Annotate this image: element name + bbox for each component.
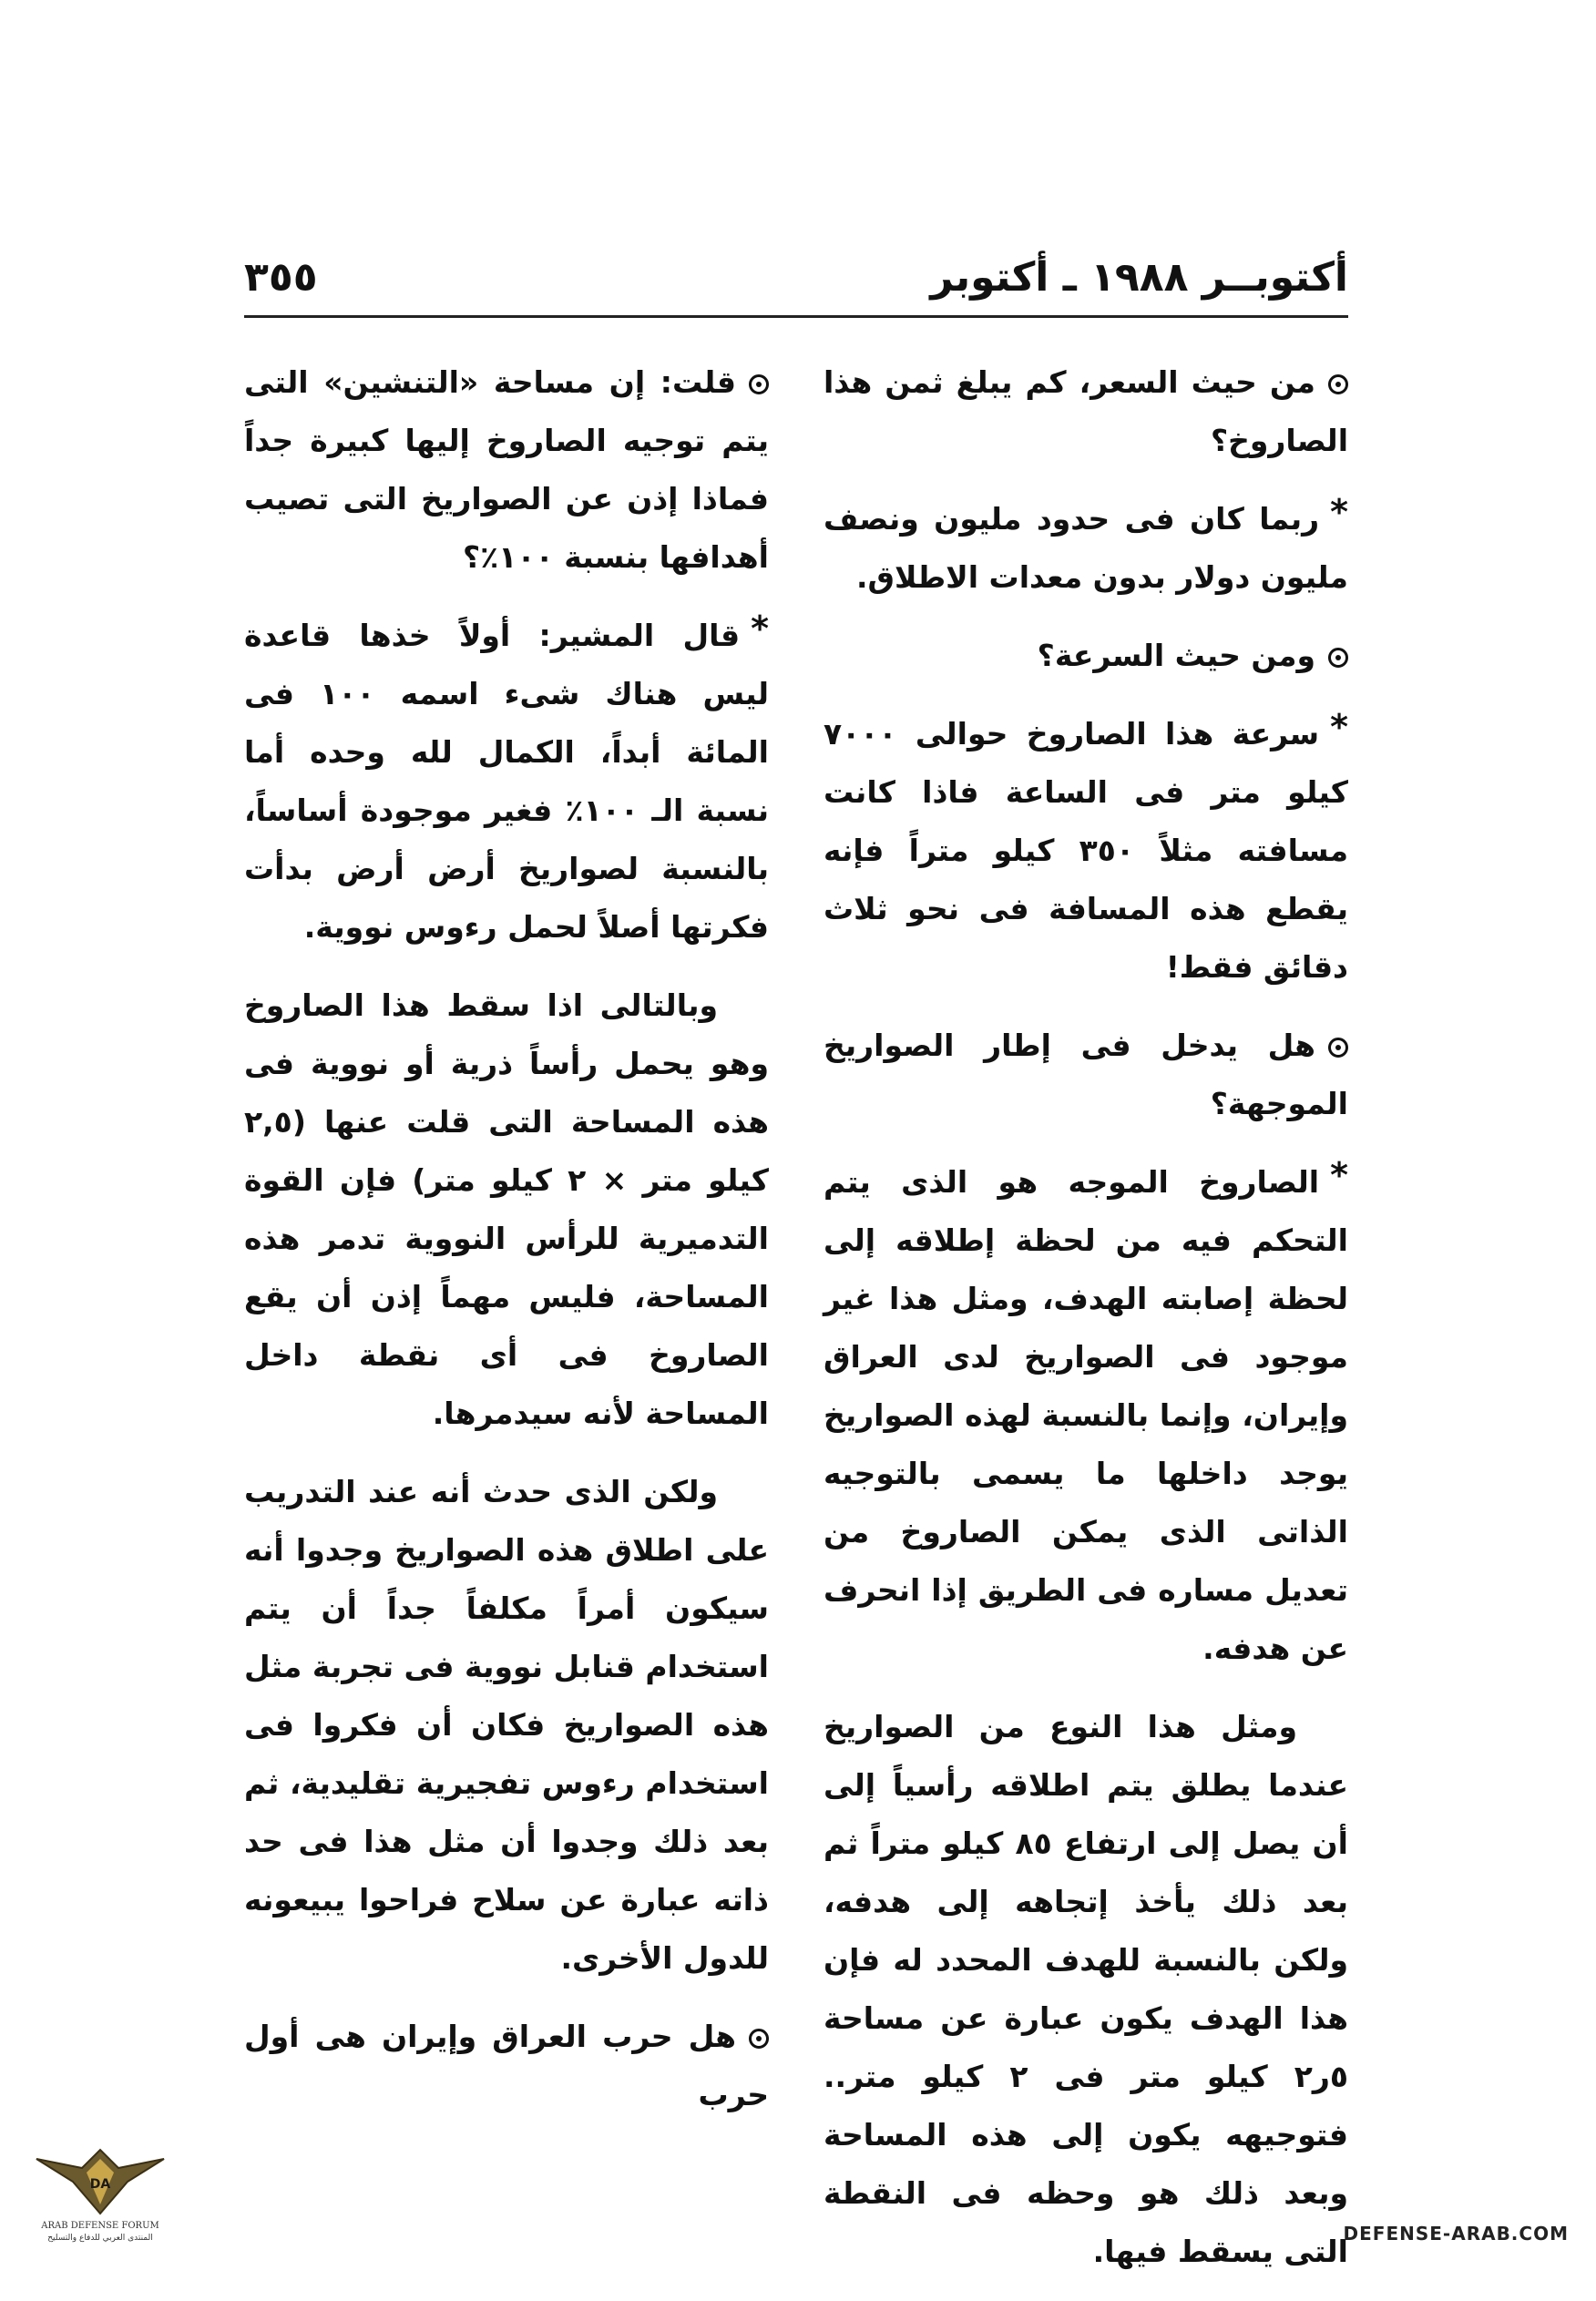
answer-paragraph (244, 607, 769, 956)
answer-star-icon: * (1330, 707, 1348, 747)
running-title: أكتوبــر ١٩٨٨ ـ أكتوبر (930, 254, 1348, 301)
paragraph-text: ومن حيث السرعة؟ (1037, 638, 1315, 673)
question-bullet-icon (749, 374, 769, 394)
svg-text:DA: DA (89, 2177, 111, 2192)
paragraph-text: ربما كان فى حدود مليون ونصف مليون دولار بدون معدات الاطلاق. (824, 501, 1348, 595)
page-number: ٣٥٥ (244, 254, 318, 301)
answer-star-icon: * (1330, 1155, 1348, 1195)
paragraph-text: ولكن الذى حدث أنه عند التدريب على اطلاق هذه الصواريخ وجدوا أنه سيكون أمراً مكلفاً جداً أن يتم استخدام قنابل نووية فى تجربة مثل هذه الصواريخ فكان أن فكروا فى استخدام رءوس تفجيرية تقليدية، ثم بعد ذلك وجدوا أن مثل هذا فى حد ذاته عبارة عن سلاح فراحوا يبيعونه للدول الأخرى. (244, 1474, 769, 1976)
header-rule (244, 315, 1348, 318)
forum-name-arabic: المنتدى العربي للدفاع والتسليح (47, 2234, 153, 2243)
forum-name-latin: ARAB DEFENSE FORUM (41, 2221, 159, 2231)
body-paragraph (244, 977, 769, 1443)
body-paragraph (824, 1698, 1348, 2281)
forum-logo (27, 2132, 173, 2250)
question-paragraph (244, 353, 769, 587)
paragraph-text: هل حرب العراق وإيران هى أول حرب (244, 2019, 769, 2112)
paragraph-text: الصاروخ الموجه هو الذى يتم التحكم فيه من لحظة إطلاقه إلى لحظة إصابته الهدف، ومثل هذا غير موجود فى الصواريخ لدى العراق وإيران، وإنما بالنسبة لهذه الصواريخ يوجد داخلها ما يسمى بالتوجيه الذاتى الذى يمكن الصاروخ من تعديل مساره فى الطريق إذا انحرف عن هدفه. (824, 1164, 1348, 1666)
paragraph-text: سرعة هذا الصاروخ حوالى ٧٠٠٠ كيلو متر فى الساعة فاذا كانت مسافته مثلاً ٣٥٠ كيلو متراً فإنه يقطع هذه المسافة فى نحو ثلاث دقائق فقط! (824, 716, 1348, 985)
paragraph-text: قال المشير: أولاً خذها قاعدة ليس هناك شىء اسمه ١٠٠ فى المائة أبداً، الكمال لله وحده أما نسبة الـ ١٠٠٪ فغير موجودة أساساً، بالنسبة لصواريخ أرض أرض بدأت فكرتها أصلاً لحمل رءوس نووية. (244, 618, 770, 945)
answer-paragraph (824, 490, 1348, 607)
paragraph-text: هل يدخل فى إطار الصواريخ الموجهة؟ (824, 1028, 1348, 1121)
question-bullet-icon (1328, 648, 1348, 668)
paragraph-text: من حيث السعر، كم يبلغ ثمن هذا الصاروخ؟ (824, 364, 1348, 458)
question-bullet-icon (749, 2029, 769, 2049)
answer-paragraph (824, 705, 1348, 997)
question-bullet-icon (1328, 1038, 1348, 1058)
eagle-emblem-icon (27, 2132, 173, 2223)
paragraph-text: ومثل هذا النوع من الصواريخ عندما يطلق يتم اطلاقه رأسياً إلى أن يصل إلى ارتفاع ٨٥ كيلو متراً ثم بعد ذلك يأخذ إتجاهه إلى هدفه، ولكن بالنسبة للهدف المحدد له فإن هذا الهدف يكون عبارة عن مساحة ٥ر٢ كيلو متر فى ٢ كيلو متر.. فتوجيهه يكون إلى هذه المساحة وبعد ذلك هو وحظه فى النقطة التى يسقط فيها. (824, 1709, 1348, 2269)
answer-star-icon: * (751, 608, 769, 649)
question-paragraph (824, 1017, 1348, 1133)
paragraph-text: وبالتالى اذا سقط هذا الصاروخ وهو يحمل رأساً ذرية أو نووية فى هذه المساحة التى قلت عنها (٢,٥ كيلو متر × ٢ كيلو متر) فإن القوة التدميرية للرأس النووية تدمر هذه المساحة، فليس مهماً إذن أن يقع الصاروخ فى أى نقطة داخل المساحة لأنه سيدمرها. (244, 987, 769, 1431)
question-paragraph (824, 627, 1348, 685)
paragraph-text: قلت: إن مساحة «التنشين» التى يتم توجيه الصاروخ إليها كبيرة جداً فماذا إذن عن الصواريخ التى تصيب أهدافها بنسبة ١٠٠٪؟ (244, 364, 769, 575)
question-bullet-icon (1328, 374, 1348, 394)
question-paragraph (824, 353, 1348, 470)
answer-paragraph (824, 1153, 1348, 1678)
answer-star-icon: * (1330, 492, 1348, 532)
left-column (244, 353, 769, 2144)
question-paragraph (244, 2008, 769, 2124)
page-header (244, 251, 1348, 305)
body-paragraph (244, 1463, 769, 1988)
right-column (824, 353, 1348, 2301)
site-watermark: DEFENSE-ARAB.COM (1343, 2223, 1569, 2245)
